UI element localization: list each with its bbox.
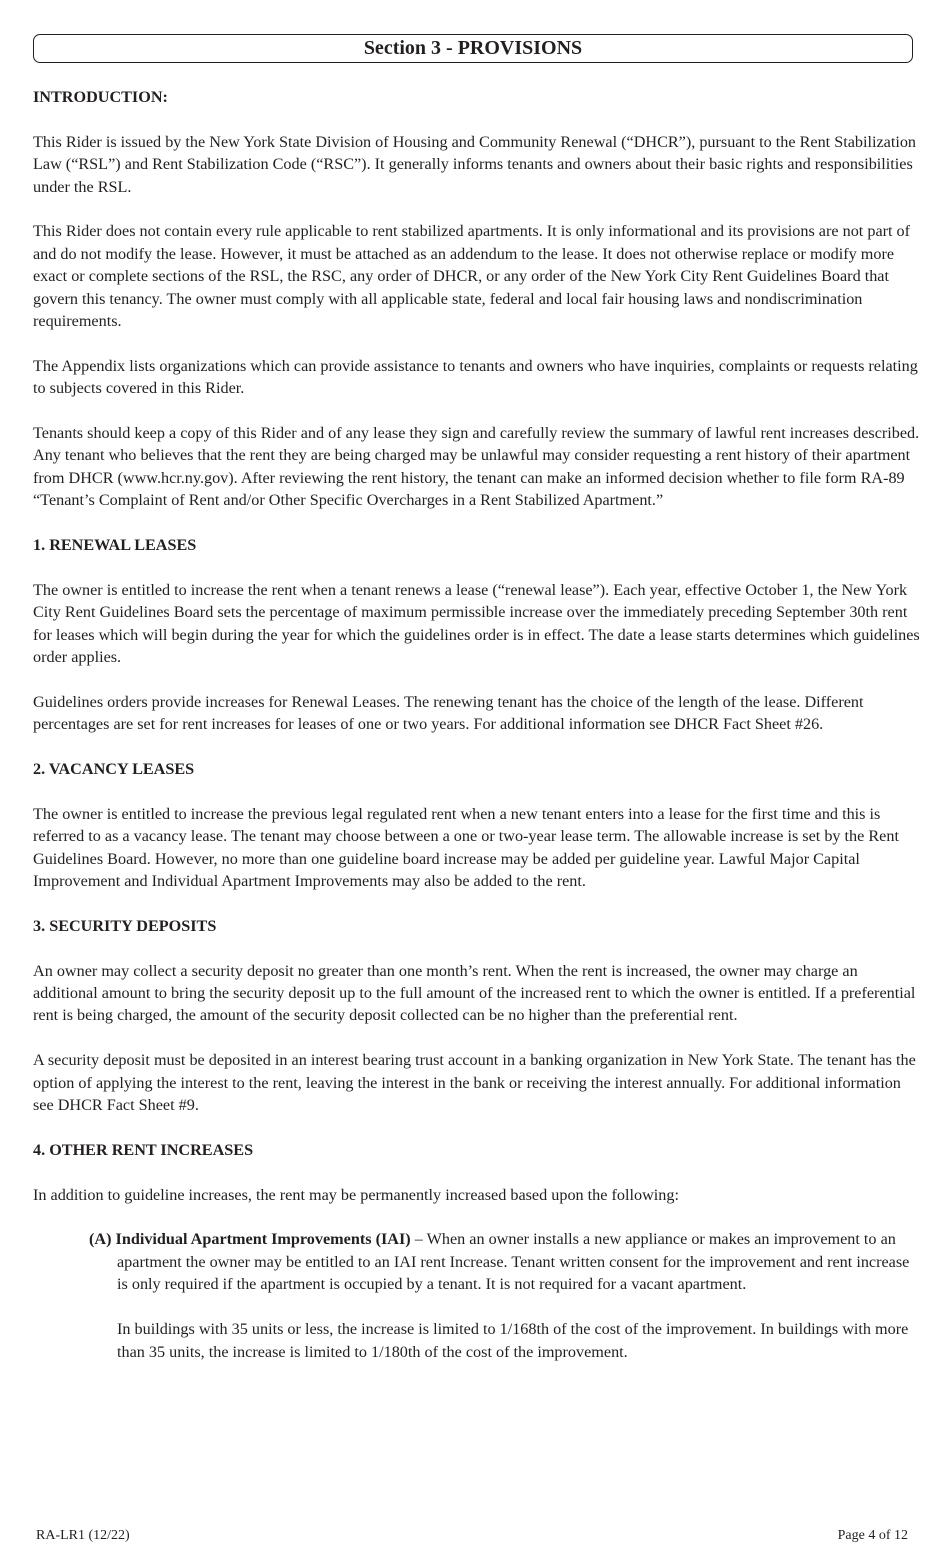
iai-item-text: – When an owner installs a new appliance or makes an improvement to an apartment the owner may be entitled to an IAI rent Increase. Tenant written consent for the improvement and rent increase is only required if the apartment is occupied by a tenant. It is not required for a vacant apartment. bbox=[117, 1230, 910, 1294]
renewal-heading: 1. RENEWAL LEASES bbox=[33, 536, 197, 555]
other-increases-heading: 4. OTHER RENT INCREASES bbox=[33, 1140, 254, 1159]
intro-paragraph-1: This Rider is issued by the New York State Division of Housing and Community Renewal (“DHCR”), pursuant to the Rent Stabilization Law (“RSL”) and Rent Stabilization Code (“RSC”). It generally informs tenants and owners about their basic rights and responsibilities under the RSL. bbox=[33, 132, 917, 196]
security-paragraph-1: An owner may collect a security deposit no greater than one month’s rent. When the rent is increased, the owner may charge an additional amount to bring the security deposit up to the full amount of the increased rent to which the owner is entitled. If a preferential rent is being charged, the amount of the security deposit collected can be no higher than the preferential rent. bbox=[33, 961, 916, 1025]
renewal-paragraph-1: The owner is entitled to increase the rent when a tenant renews a lease (“renewal lease”). Each year, effective October 1, the New York City Rent Guidelines Board sets the percentage of maximum permissible increase over the immediately preceding September 30th rent for leases which will begin during the year for which the guidelines order is in effect. The date a lease starts determines which guidelines order applies. bbox=[33, 580, 920, 667]
intro-heading: INTRODUCTION: bbox=[33, 88, 168, 106]
security-heading: 3. SECURITY DEPOSITS bbox=[33, 916, 217, 935]
page-number: Page 4 of 12 bbox=[837, 1528, 908, 1543]
iai-item-label: (A) Individual Apartment Improvements (IAI) bbox=[89, 1230, 411, 1249]
document-body bbox=[33, 86, 920, 1363]
vacancy-heading: 2. VACANCY LEASES bbox=[33, 760, 195, 779]
renewal-paragraph-2: Guidelines orders provide increases for Renewal Leases. The renewing tenant has the choice of the length of the lease. Different percentages are set for rent increases for leases of one or two years. For additional information see DHCR Fact Sheet #26. bbox=[33, 692, 864, 734]
iai-item bbox=[33, 1228, 920, 1295]
vacancy-paragraph-1: The owner is entitled to increase the previous legal regulated rent when a new tenant enters into a lease for the first time and this is referred to as a vacancy lease. The tenant may choose between a one or two-year lease term. The allowable increase is set by the Rent Guidelines Board. However, no more than one guideline board increase may be added per guideline year. Lawful Major Capital Improvement and Individual Apartment Improvements may also be added to the rent. bbox=[33, 804, 899, 891]
section-title-banner bbox=[33, 34, 913, 63]
iai-item-paragraph-2: In buildings with 35 units or less, the increase is limited to 1/168th of the cost of the improvement. In buildings with more than 35 units, the increase is limited to 1/180th of the cost of the improvement. bbox=[117, 1320, 909, 1361]
form-id: RA-LR1 (12/22) bbox=[36, 1528, 130, 1543]
intro-paragraph-3: The Appendix lists organizations which can provide assistance to tenants and owners who have inquiries, complaints or requests relating to subjects covered in this Rider. bbox=[33, 356, 918, 398]
intro-paragraph-4: Tenants should keep a copy of this Rider and of any lease they sign and carefully review the summary of lawful rent increases described. Any tenant who believes that the rent they are being charged may be unlawful may consider requesting a rent history of their apartment from DHCR (www.hcr.ny.gov). After reviewing the rent history, the tenant can make an informed decision whether to file form RA-89 “Tenant’s Complaint of Rent and/or Other Specific Overcharges in a Rent Stabilized Apartment.” bbox=[33, 424, 920, 510]
other-increases-paragraph-1: In addition to guideline increases, the rent may be permanently increased based upon the following: bbox=[33, 1185, 679, 1204]
section-title: Section 3 - PROVISIONS bbox=[363, 37, 583, 59]
security-paragraph-2: A security deposit must be deposited in an interest bearing trust account in a banking organization in New York State. The tenant has the option of applying the interest to the rent, leaving the interest in the bank or receiving the interest annually. For additional information see DHCR Fact Sheet #9. bbox=[33, 1051, 916, 1115]
intro-paragraph-2: This Rider does not contain every rule applicable to rent stabilized apartments. It is only informational and its provisions are not part of and do not modify the lease. However, it must be attached as an addendum to the lease. It does not otherwise replace or modify more exact or complete sections of the RSL, the RSC, any order of DHCR, or any order of the New York City Rent Guidelines Board that govern this tenancy. The owner must comply with all applicable state, federal and local fair housing laws and nondiscrimination requirements. bbox=[33, 222, 911, 331]
